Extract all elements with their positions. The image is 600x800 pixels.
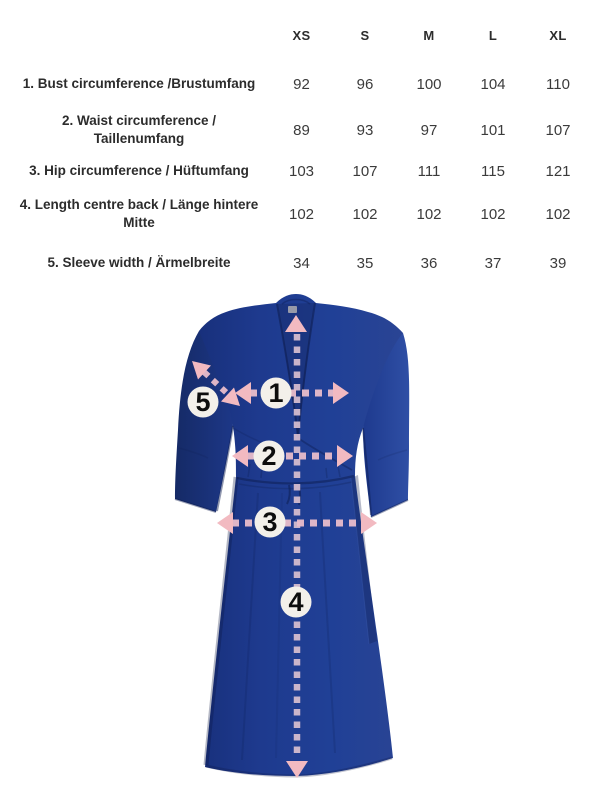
size-value-cell: 89 (293, 121, 310, 139)
marker-circle-2 (254, 441, 285, 472)
arrow-left-icon (217, 512, 233, 534)
size-column-header-xl: XL (549, 27, 567, 43)
size-value-cell: 96 (356, 75, 374, 93)
size-value-cell: 103 (288, 162, 315, 180)
size-value-cell: 104 (480, 75, 506, 93)
size-column-header-l: L (488, 27, 498, 43)
marker-number: 1 (268, 378, 284, 408)
marker-number: 3 (262, 507, 278, 537)
size-value-cell: 102 (352, 205, 378, 223)
size-value-cell: 102 (288, 205, 315, 223)
size-value-cell: 121 (545, 162, 571, 180)
size-value-cell: 102 (480, 205, 506, 223)
size-value-cell: 110 (546, 75, 570, 93)
size-column-header-m: M (423, 27, 435, 43)
size-value-cell: 93 (356, 121, 374, 139)
size-value-cell: 102 (416, 205, 442, 223)
size-column-header-s: S (360, 27, 370, 43)
dress-measurement-diagram (0, 288, 600, 800)
size-value-cell: 92 (293, 75, 310, 93)
size-value-cell: 100 (416, 75, 442, 93)
measurement-label: 5. Sleeve width / Ärmelbreite (47, 254, 231, 270)
size-value-cell: 107 (545, 121, 571, 139)
measurement-row-length (8, 190, 600, 238)
size-value-cell: 36 (420, 254, 438, 272)
size-chart-header-row (8, 10, 600, 60)
marker-number: 2 (261, 441, 277, 471)
marker-number: 4 (288, 587, 304, 617)
measurement-row-sleeve (8, 238, 600, 288)
size-value-cell: 107 (352, 162, 378, 180)
size-value-cell: 39 (549, 254, 567, 272)
measurement-label: 3. Hip circumference / Hüftumfang (29, 162, 249, 178)
measurement-row-bust (8, 60, 600, 108)
size-value-cell: 111 (417, 162, 441, 180)
marker-circle-1 (261, 378, 292, 409)
measurement-row-waist (8, 108, 600, 152)
size-column-header-xs: XS (292, 27, 311, 43)
size-chart-table (0, 0, 600, 288)
size-value-cell: 115 (481, 162, 505, 180)
measurement-label: 1. Bust circumference /Brustumfang (22, 75, 256, 91)
measurement-label: 2. Waist circumference / Taillenumfang (61, 112, 217, 146)
size-value-cell: 37 (484, 254, 502, 272)
marker-circle-3 (255, 507, 286, 538)
measurement-row-hip (8, 152, 600, 190)
size-value-cell: 35 (356, 254, 374, 272)
size-value-cell: 34 (293, 254, 310, 272)
size-value-cell: 102 (545, 205, 571, 223)
size-value-cell: 101 (480, 121, 506, 139)
size-value-cell: 97 (420, 121, 438, 139)
marker-circle-4 (281, 587, 312, 618)
measurement-label: 4. Length centre back / Länge hintere Mitte (19, 196, 259, 230)
marker-number: 5 (195, 387, 211, 417)
marker-circle-5 (188, 387, 219, 418)
